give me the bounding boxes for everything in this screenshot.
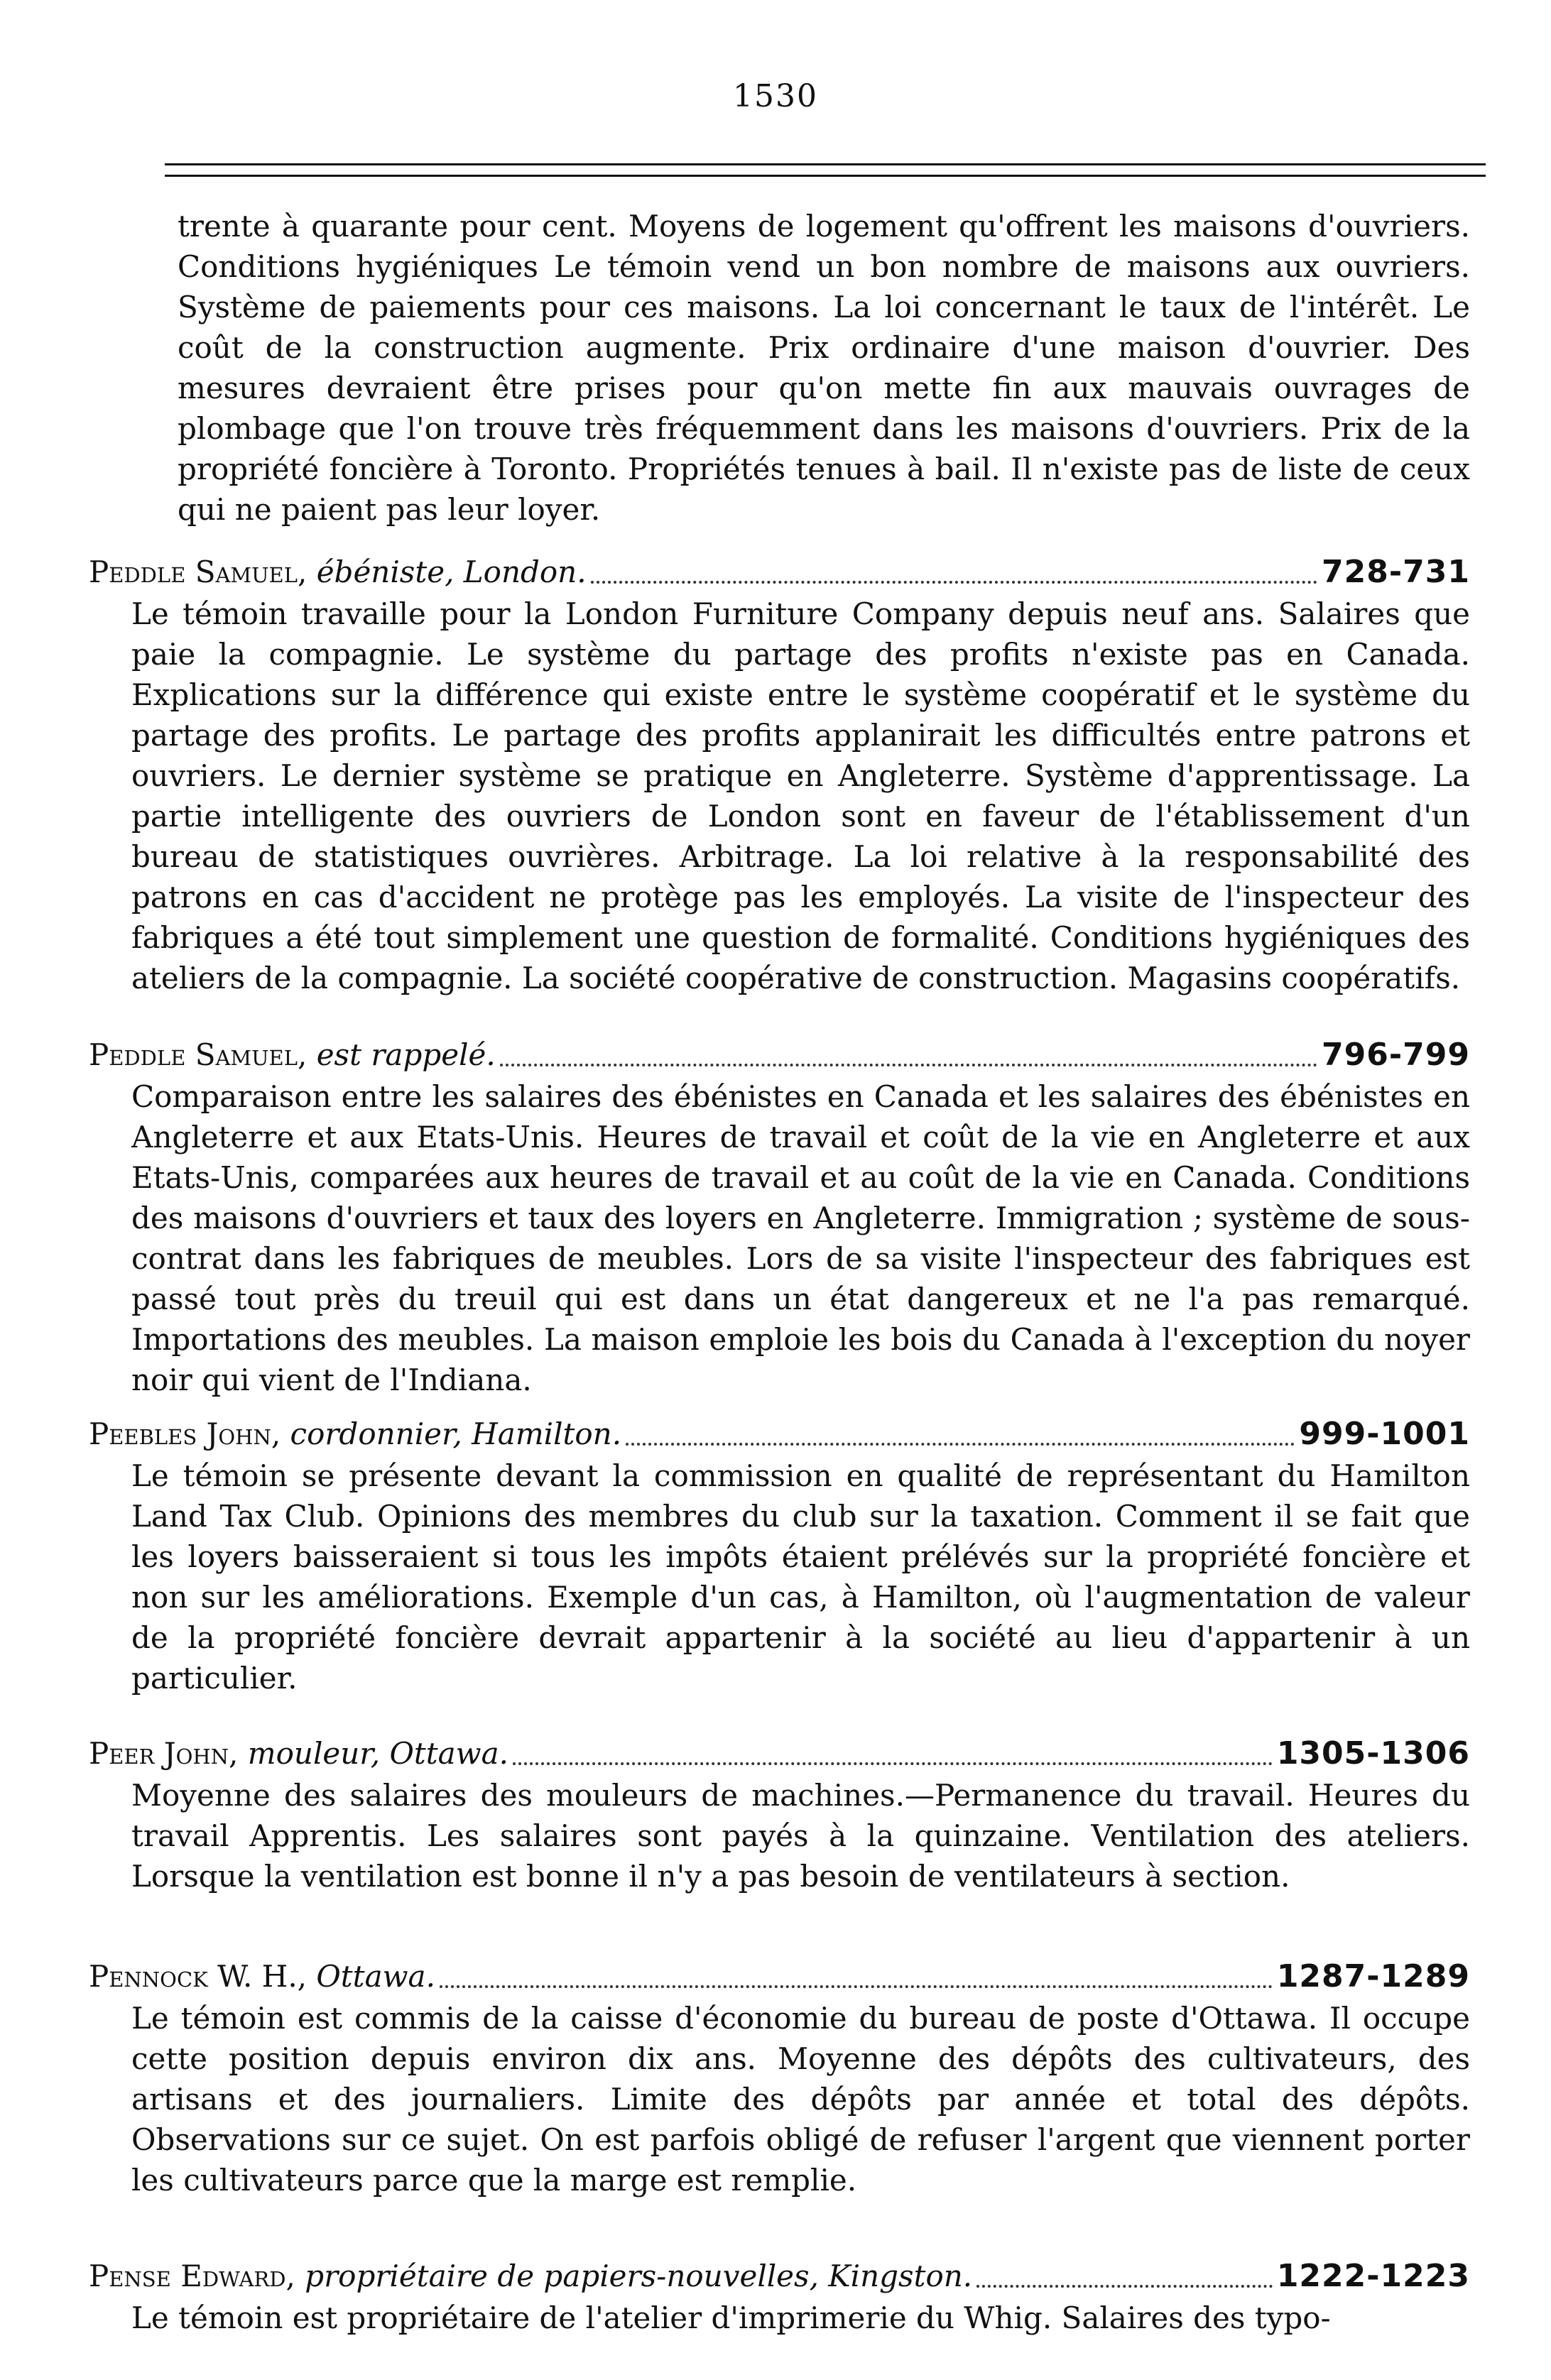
entry-pages: 728-731 [1322, 554, 1470, 590]
index-entry [89, 1413, 1470, 1698]
entry-heading [89, 1955, 1470, 1998]
entry-pages: 796-799 [1322, 1037, 1470, 1073]
entry-heading [89, 1034, 1470, 1076]
entry-heading [89, 2255, 1470, 2298]
entry-text: Le témoin est propriétaire de l'atelier d'imprimerie du Whig. Salaires des typo- [131, 2300, 1331, 2335]
index-entry [89, 551, 1470, 998]
entry-pages: 999-1001 [1299, 1416, 1470, 1452]
entry-name: Peer John, [89, 1736, 239, 1771]
entry-heading [89, 551, 1470, 594]
dot-leader [626, 1443, 1295, 1446]
dot-leader [513, 1762, 1273, 1765]
header-rule [165, 175, 1486, 177]
entry-name: Peddle Samuel, [89, 1037, 308, 1072]
entry-pages: 1305-1306 [1276, 1735, 1470, 1772]
entry-pages: 1287-1289 [1276, 1958, 1470, 1994]
index-entry [89, 1732, 1470, 1896]
index-entry [89, 2255, 1470, 2338]
entry-text: Le témoin est commis de la caisse d'économie du bureau de poste d'Ottawa. Il occupe cette position depuis environ dix ans. Moyenne des dépôts des cultivateurs, des artisans et des journaliers. Limite des dépôts par année et total des dépôts. Observations sur ce sujet. On est parfois obligé de refuser l'argent que viennent porter les cultivateurs parce que la marge est remplie. [131, 2001, 1470, 2198]
entry-text: Le témoin travaille pour la London Furniture Company depuis neuf ans. Salaires que paie la compagnie. Le système du partage des profits n'existe pas en Canada. Explications sur la différence qui existe entre le système coopératif et le système du partage des profits. Le partage des profits applanirait les difficultés entre patrons et ouvriers. Le dernier système se pratique en Angleterre. Système d'apprentissage. La partie intelligente des ouvriers de London sont en faveur de l'établissement d'un bureau de statistiques ouvrières. Arbitrage. La loi relative à la responsabilité des patrons en cas d'accident ne protège pas les employés. La visite de l'inspecteur des fabriques a été tout simplement une question de formalité. Conditions hygiéniques des ateliers de la compagnie. La société coopérative de construction. Magasins coopératifs. [131, 596, 1470, 995]
entry-description: Ottawa. [316, 1959, 435, 1994]
entry-name: Peddle Samuel, [89, 555, 308, 589]
entry-text: Moyenne des salaires des mouleurs de machines.—Permanence du travail. Heures du travail Apprentis. Les salaires sont payés à la quinzaine. Ventilation des ateliers. Lorsque la ventilation est bonne il n'y a pas besoin de ventilateurs à section. [131, 1778, 1470, 1894]
dot-leader [976, 2285, 1273, 2288]
dot-leader [500, 1064, 1317, 1066]
entry-heading [89, 1413, 1470, 1456]
entry-name: Pense Edward, [89, 2259, 295, 2293]
entry-description: ébéniste, London. [316, 555, 587, 589]
page-number: 1530 [733, 78, 818, 114]
intro-paragraph: trente à quarante pour cent. Moyens de logement qu'offrent les maisons d'ouvriers. Conditions hygiéniques Le témoin vend un bon nombre de maisons aux ouvriers. Système de paiements pour ces maisons. La loi concernant le taux de l'intérêt. Le coût de la construction augmente. Prix ordinaire d'une maison d'ouvrier. Des mesures devraient être prises pour qu'on mette fin aux mauvais ouvrages de plombage que l'on trouve très fréquemment dans les maisons d'ouvriers. Prix de la propriété foncière à Toronto. Propriétés tenues à bail. Il n'existe pas de liste de ceux qui ne paient pas leur loyer. [178, 209, 1470, 527]
entry-text: Le témoin se présente devant la commission en qualité de représentant du Hamilton Land Tax Club. Opinions des membres du club sur la taxation. Comment il se fait que les loyers baisseraient si tous les impôts étaient prélévés sur la propriété foncière et non sur les améliorations. Exemple d'un cas, à Hamilton, où l'augmentation de valeur de la propriété foncière devrait appartenir à la société au lieu d'appartenir à un particulier. [131, 1458, 1470, 1696]
entry-name: Peebles John, [89, 1416, 281, 1451]
entry-heading [89, 1732, 1470, 1775]
entry-text: Comparaison entre les salaires des ébénistes en Canada et les salaires des ébénistes en Angleterre et aux Etats-Unis. Heures de travail et coût de la vie en Angleterre et aux Etats-Unis, comparées aux heures de travail et au coût de la vie en Canada. Conditions des maisons d'ouvriers et taux des loyers en Angleterre. Immigration ; système de sous-contrat dans les fabriques de meubles. Lors de sa visite l'inspecteur des fabriques est passé tout près du treuil qui est dans un état dangereux et ne l'a pas remarqué. Importations des meubles. La maison emploie les bois du Canada à l'exception du noyer noir qui vient de l'Indiana. [131, 1079, 1470, 1397]
entry-description: mouleur, Ottawa. [247, 1736, 509, 1771]
entry-pages: 1222-1223 [1276, 2258, 1470, 2294]
entry-description: propriétaire de papiers-nouvelles, Kingston. [305, 2259, 973, 2293]
entry-name: Pennock W. H., [89, 1959, 308, 1994]
header-rule [165, 163, 1486, 165]
index-entry [89, 1955, 1470, 2200]
dot-leader [440, 1985, 1273, 1988]
index-entry [89, 1034, 1470, 1400]
dot-leader [591, 581, 1317, 584]
entry-description: est rappelé. [316, 1037, 496, 1072]
entry-description: cordonnier, Hamilton. [290, 1416, 622, 1451]
